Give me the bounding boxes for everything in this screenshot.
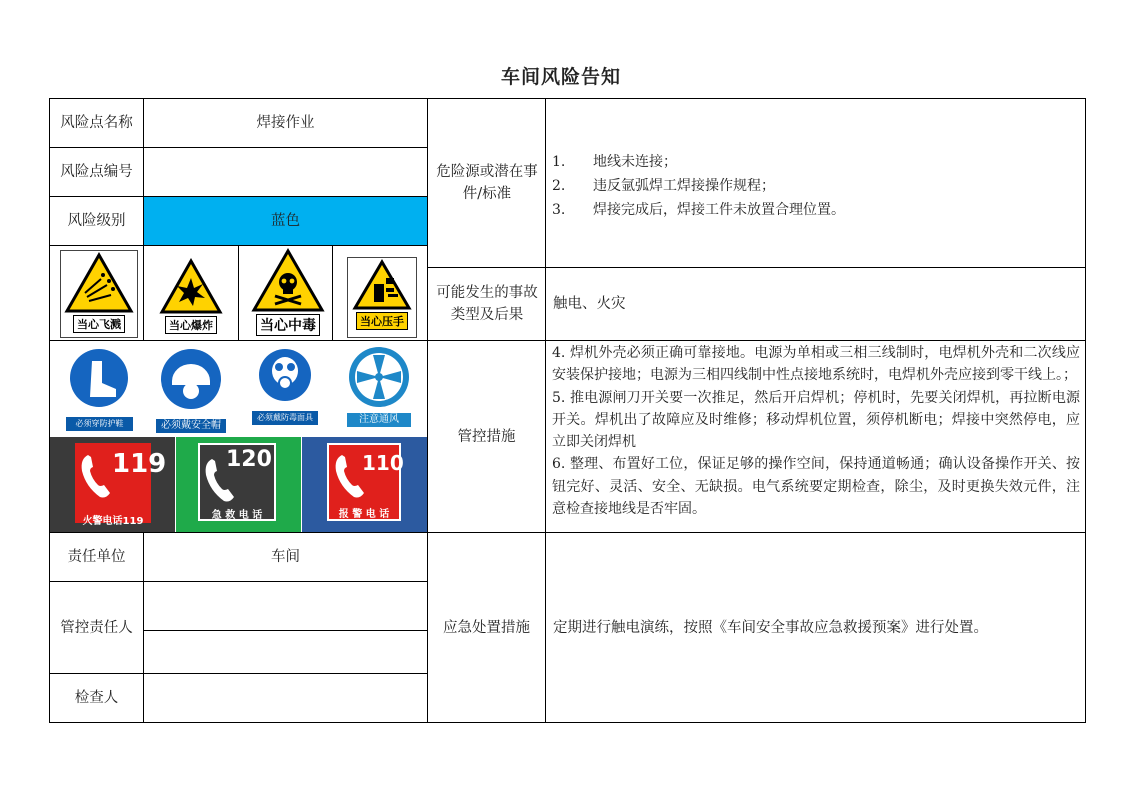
measure-paragraph: 6. 整理、布置好工位，保证足够的操作空间，保持通道畅通；确认设备操作开关、按钮完好、灵活、安全、无缺损。电气系统要定期检查，除尘，及时更换失效元件，注意检查接地线是否牢固。 [552,456,1080,518]
control-person-value [144,582,427,630]
splash-icon [63,251,135,315]
warning-sign-splash: 当心飞溅 [60,250,138,338]
mandatory-sign-gas-mask: 必须戴防毒面具 [248,345,322,435]
accident-value: 触电、火灾 [553,296,626,312]
risk-point-name-value: 焊接作业 [256,115,315,131]
inspector-value [144,674,427,722]
responsible-unit-label: 责任单位 [67,549,126,565]
risk-level-value: 蓝色 [144,197,427,245]
list-item: 3. 焊接完成后，焊接工件未放置合理位置。 [552,202,845,218]
responsible-unit-value: 车间 [271,549,300,565]
list-item: 2. 违反氩弧焊工焊接操作规程； [552,178,775,194]
phone-sign-110: 110 报 警 电 话 [302,437,427,532]
risk-point-code-value [144,148,427,196]
boot-icon [62,345,137,411]
hand-press-icon [352,258,412,312]
phone-sign-120: 120 急 救 电 话 [176,437,301,532]
gas-mask-icon [248,345,322,409]
explosion-icon [159,258,223,316]
warning-sign-explosion: 当心爆炸 [158,258,224,338]
warning-sign-hand: 当心压手 [347,257,417,338]
emergency-value: 定期进行触电演练，按照《车间安全事故应急救援预案》进行处置。 [553,619,988,636]
risk-point-name-label: 风险点名称 [60,115,133,131]
phone-sign-119: 119 火警电话119 [50,437,175,532]
control-measures [552,342,1080,520]
mandatory-sign-boots: 必须穿防护鞋 [62,345,137,435]
mandatory-sign-helmet: 必须戴安全帽 [152,345,230,435]
control-person-label: 管控责任人 [60,619,133,636]
hazard-list [552,150,1080,222]
page-title: 车间风险告知 [500,66,621,88]
measure-paragraph: 5. 推电源闸刀开关要一次推足，然后开启焊机；停机时，先要关闭焊机，再拉断电源开关。焊机出了故障应及时维修；移动焊机位置，须停机断电；焊接中突然停电，应立即关闭焊机 [552,389,1080,451]
mandatory-sign-ventilation: 注意通风 [343,345,415,435]
risk-level-label: 风险级别 [67,213,126,229]
inspector-label: 检查人 [74,690,119,706]
helmet-icon [152,345,230,413]
fan-icon [343,345,415,411]
control-label: 管控措施 [457,428,516,445]
emergency-label: 应急处置措施 [443,619,530,636]
list-item: 1. 地线未连接； [552,154,677,170]
skull-icon [251,248,325,314]
accident-label: 可能发生的事故类型及后果 [436,285,538,323]
risk-point-code-label: 风险点编号 [60,164,133,180]
hazard-label: 危险源或潜在事件/标准 [436,164,538,202]
measure-paragraph: 4. 焊机外壳必须正确可靠接地。电源为单相或三相三线制时，电焊机外壳和二次线应安装保护接地；电源为三相四线制中性点接地系统时，电焊机外壳应接到零干线上。； [552,345,1080,384]
warning-sign-poison: 当心中毒 [250,248,326,338]
